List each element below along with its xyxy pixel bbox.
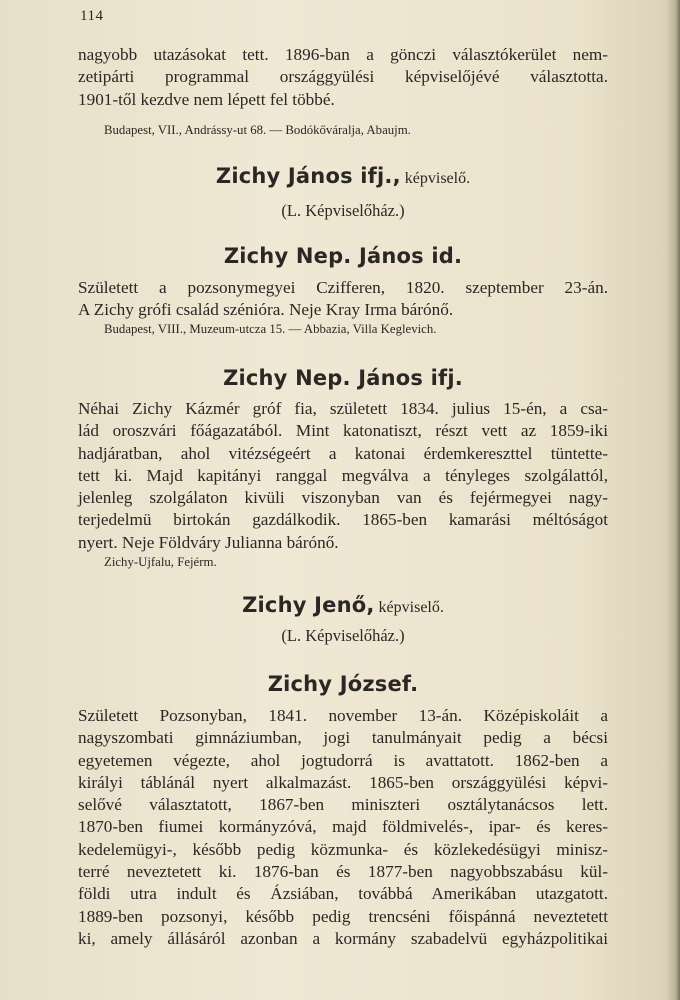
entry-heading — [78, 244, 608, 268]
text-line: Született Pozsonyban, 1841. november 13-án. Középiskoláit a — [78, 706, 608, 725]
continuation-paragraph — [78, 44, 608, 111]
address-line: Zichy-Ujfalu, Fejérm. — [104, 555, 217, 569]
text-line: nagyobb utazásokat tett. 1896-ban a gönczi választókerület nem- — [78, 45, 608, 64]
text-line: tett ki. Majd kapitányi ranggal megválva a tényleges szolgálattól, — [78, 465, 608, 485]
text-line: lád oroszvári főágazatából. Mint katonatiszt, részt vett az 1859-iki — [78, 421, 608, 441]
entry-name: Zichy Nep. János ifj. — [223, 366, 463, 390]
text-line: nagyszombati gimnáziumban, jogi tanulmányait pedig a bécsi — [78, 728, 608, 748]
text-line: hadjáratban, ahol vitézségeért a katonai érdemkereszttel tüntette- — [78, 443, 608, 463]
text-line: egyetemen végezte, ahol jogtudorrá is avattatott. 1862-ben a — [78, 750, 608, 770]
entry-role: képviselő. — [404, 170, 471, 187]
cross-reference: (L. Képviselőház.) — [281, 626, 405, 645]
address-line: Budapest, VIII., Muzeum-utcza 15. — Abbazia, Villa Keglevich. — [104, 322, 437, 336]
cross-reference: (L. Képviselőház.) — [281, 201, 405, 220]
entry-heading — [78, 593, 608, 617]
text-line: jelenleg szolgálaton kivüli viszonyban van és fejérmegyei nagy- — [78, 488, 608, 508]
text-line: nyert. Neje Földváry Julianna bárónő. — [78, 532, 339, 552]
text-line: selővé választatott, 1867-ben miniszteri osztálytanácsos lett. — [78, 795, 608, 815]
text-line: 1870-ben fiumei kormányzóvá, majd földmivelés-, ipar- és keres- — [78, 817, 608, 837]
text-line: királyi táblánál nyert alkalmazást. 1865-ben országgyülési képvi- — [78, 772, 608, 792]
entry-heading — [78, 164, 608, 188]
address-line: Budapest, VII., Andrássy-ut 68. — Bodókőváralja, Abaujm. — [104, 123, 411, 137]
text-line: 1901-től kezdve nem lépett fel többé. — [78, 89, 335, 109]
entry-name: Zichy Jenő, — [242, 593, 375, 617]
entry-heading — [78, 672, 608, 696]
entry-paragraph — [78, 705, 608, 950]
page-number: 114 — [80, 8, 104, 24]
text-line: zetipárti programmal országgyülési képviselőjévé választotta. — [78, 67, 608, 87]
text-line: terjedelmü birtokán gazdálkodik. 1865-ben kamarási méltóságot — [78, 510, 608, 530]
text-line: A Zichy grófi család szénióra. Neje Kray Irma bárónő. — [78, 300, 454, 320]
text-line: kedelemügyi-, később pedig közmunka- és közlekedésügyi minisz- — [78, 839, 608, 859]
text-line: terré neveztetett ki. 1876-ban és 1877-ben nagyobbszabásu kül- — [78, 862, 608, 882]
entry-name: Zichy József. — [267, 672, 419, 696]
entry-role: képviselő. — [378, 599, 444, 616]
text-line: földi utra indult és Ázsiában, továbbá Amerikában utazgatott. — [78, 884, 608, 904]
entry-paragraph — [78, 277, 608, 322]
page-edge-shadow — [666, 0, 680, 1000]
text-line: Született a pozsonymegyei Czifferen, 1820. szeptember 23-án. — [78, 278, 608, 297]
entry-name: Zichy Nep. János id. — [223, 244, 463, 268]
entry-name: Zichy János ifj., — [215, 164, 401, 188]
text-line: 1889-ben pozsonyi, később pedig trencséni főispánná neveztetett — [78, 906, 608, 926]
entry-heading — [78, 366, 608, 390]
text-line: Néhai Zichy Kázmér gróf fia, született 1834. julius 15-én, a csa- — [78, 399, 608, 418]
text-line: ki, amely állásáról azonban a kormány szabadelvü egyházpolitikai — [78, 928, 608, 948]
entry-paragraph — [78, 398, 608, 554]
